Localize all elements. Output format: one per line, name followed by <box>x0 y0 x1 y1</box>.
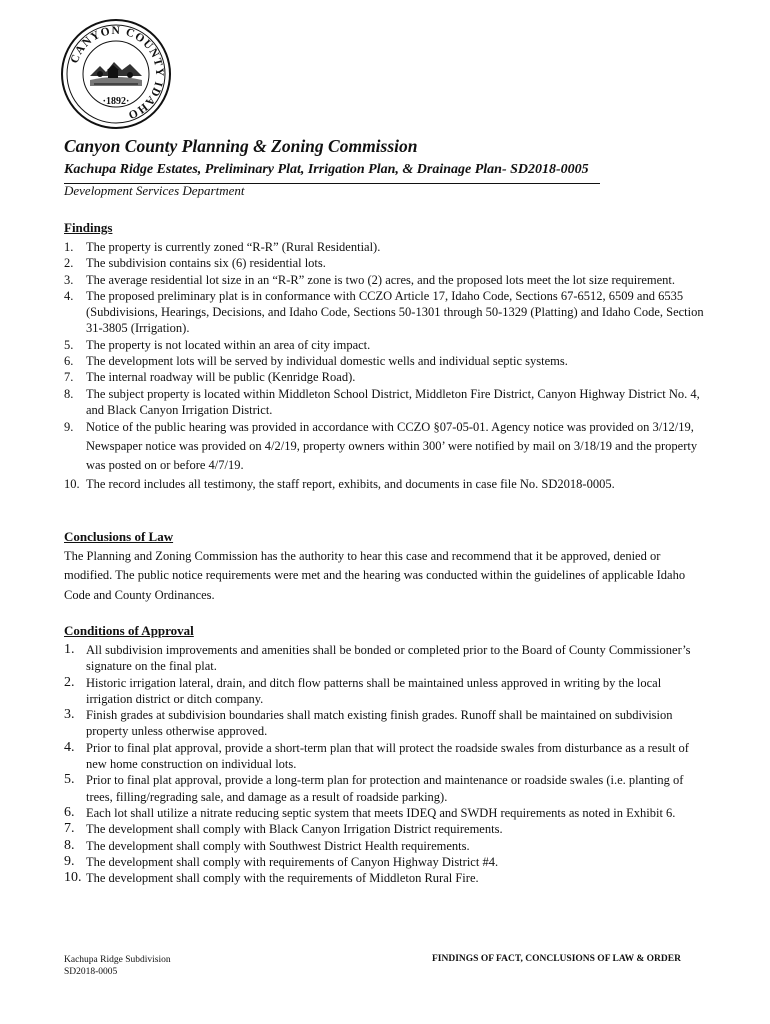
findings-item: 3. The average residential lot size in an “R-R” zone is two (2) acres, and the proposed lots meet the lot size requirement. <box>64 272 676 287</box>
conclusions-heading: Conclusions of Law <box>64 529 174 544</box>
conditions-heading: Conditions of Approval <box>64 623 194 638</box>
findings-item: 6. The development lots will be served by individual domestic wells and individual septic systems. <box>64 354 568 369</box>
conclusions-paragraph: The Planning and Zoning Commission has the authority to hear this case and recommend that it be approved, denied or modified. The public notice requirements were met and the hearing was conducted within the guidelines of applicable Idaho Code and County Ordinances. <box>64 549 686 602</box>
conditions-item: 7. The development shall comply with Black Canyon Irrigation District requirements. <box>64 821 503 837</box>
findings-item: 10. The record includes all testimony, the staff report, exhibits, and documents in case file No. SD2018-0005. <box>64 477 615 492</box>
findings-list <box>64 239 710 494</box>
conditions-item: 5. Prior to final plat approval, provide a long-term plan for protection and maintenance or roadside swales (i.e. planting of trees, filling/regrading sale, and damage as a result of roadside parking). <box>64 772 684 804</box>
case-subtitle: Kachupa Ridge Estates, Preliminary Plat, Irrigation Plan, & Drainage Plan- SD2018-0005 <box>64 162 589 177</box>
seal-ring-text: CANYON COUNTY IDAHO <box>68 24 166 122</box>
page-title: Canyon County Planning & Zoning Commission <box>64 136 418 156</box>
findings-item: 1. The property is currently zoned “R-R” (Rural Residential). <box>64 240 381 254</box>
findings-item: 7. The internal roadway will be public (Kenridge Road). <box>64 370 356 385</box>
conditions-item: 4. Prior to final plat approval, provide a short-term plan that will protect the roadside swales from disturbance as a result of new home construction on individual lots. <box>64 739 689 772</box>
conditions-item: 10. The development shall comply with the requirements of Middleton Rural Fire. <box>64 870 479 886</box>
conditions-item: 3. Finish grades at subdivision boundaries shall match existing finish grades. Runoff shall be maintained on subdivision property unless otherwise approved. <box>64 707 673 739</box>
footer-case-number: SD2018-0005 <box>64 967 118 977</box>
conditions-list <box>64 642 710 886</box>
conditions-item: 6. Each lot shall utilize a nitrate reducing septic system that meets IDEQ and SWDH requirements as noted in Exhibit 6. <box>64 804 676 820</box>
findings-item: 5. The property is not located within an area of city impact. <box>64 337 371 352</box>
conditions-item: 9. The development shall comply with requirements of Canyon Highway District #4. <box>64 853 499 869</box>
conditions-item: 8. The development shall comply with Southwest District Health requirements. <box>64 837 470 853</box>
findings-heading: Findings <box>64 220 113 235</box>
findings-item: 9. Notice of the public hearing was provided in accordance with CCZO §07-05-01. Agency notice was provided on 3/12/19, Newspaper notice was provided on 4/2/19, property owners within 300’ were notified by mail on 3/18/19 and the property was posted on or before 4/7/19. <box>64 420 698 473</box>
footer-subdivision-name: Kachupa Ridge Subdivision <box>64 955 171 965</box>
conditions-item: 1. All subdivision improvements and amenities shall be bonded or completed prior to the Board of County Commissioner’s signature on the final plat. <box>64 642 691 674</box>
footer-document-type: FINDINGS OF FACT, CONCLUSIONS OF LAW & ORDER <box>432 954 681 964</box>
conditions-item: 2. Historic irrigation lateral, drain, and ditch flow patterns shall be maintained unless approved in writing by the local irrigation district or ditch company. <box>64 674 662 706</box>
findings-item: 2. The subdivision contains six (6) residential lots. <box>64 256 326 271</box>
county-seal-logo <box>60 18 172 130</box>
footer-case-info <box>64 954 171 978</box>
department-name: Development Services Department <box>64 183 245 198</box>
seal-year: ·1892· <box>102 96 130 107</box>
findings-item: 8. The subject property is located within Middleton School District, Middleton Fire District, Canyon Highway District No. 4, and Black Canyon Irrigation District. <box>64 386 700 417</box>
findings-item: 4. The proposed preliminary plat is in conformance with CCZO Article 17, Idaho Code, Sections 67-6512, 6509 and 6535 (Subdivisions, Hearings, Decisions, and Idaho Code, Sections 50-1301 through 50-1329 (Platting) and Idaho Code, Section 31-3805 (Irrigation). <box>64 288 704 336</box>
